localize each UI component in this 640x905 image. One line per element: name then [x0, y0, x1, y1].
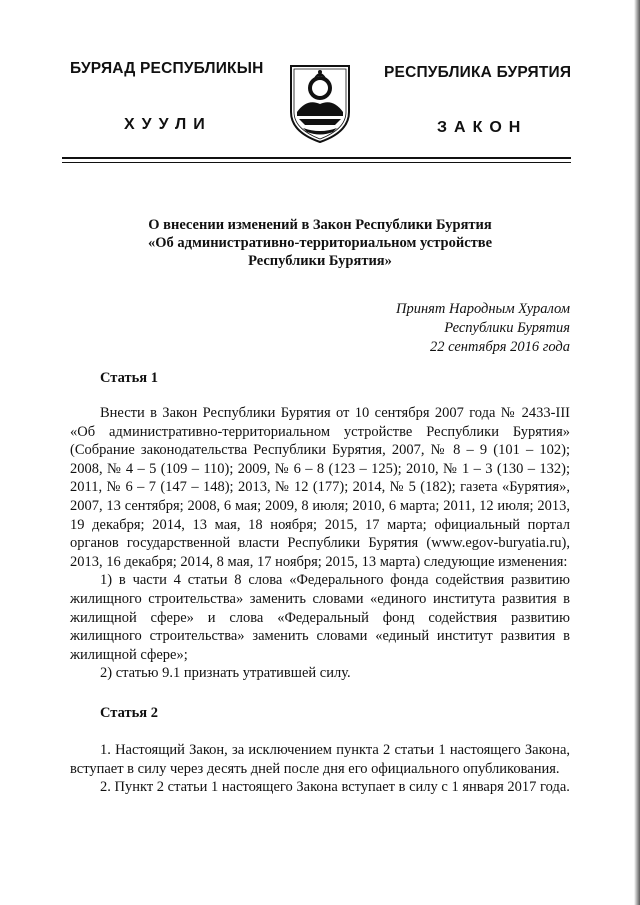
adopted-date: 22 сентября 2016 года — [429, 339, 570, 355]
adopted-line-2: Республики Бурятия — [444, 320, 570, 336]
adoption-note — [396, 300, 570, 357]
title-line-3: Республики Бурятия» — [248, 253, 392, 269]
article-2-item-1: 1. Настоящий Закон, за исключением пункта 2 статьи 1 настоящего Закона, вступает в силу через десять дней после дня его официального опубликования. — [70, 742, 570, 777]
header-right-top: РЕСПУБЛИКА БУРЯТИЯ — [384, 64, 572, 81]
adopted-line-1: Принят Народным Хуралом — [395, 301, 570, 317]
header-left-top: БУРЯАД РЕСПУБЛИКЫН — [70, 60, 264, 77]
article-1-item-2: 2) статью 9.1 признать утратившей силу. — [100, 665, 351, 682]
article-2-body — [70, 741, 570, 797]
header-left-bottom: ХУУЛИ — [124, 116, 212, 133]
header-right-bottom: ЗАКОН — [437, 119, 528, 136]
article-2-item-2: 2. Пункт 2 статьи 1 настоящего Закона вступает в силу с 1 января 2017 года. — [100, 779, 570, 796]
article-1-heading: Статья 1 — [100, 370, 158, 386]
header-divider-thick — [62, 157, 571, 159]
title-line-1: О внесении изменений в Закон Республики Бурятия — [148, 217, 492, 233]
coat-of-arms-icon — [285, 62, 355, 144]
article-1-intro: Внести в Закон Республики Бурятия от 10 сентября 2007 года № 2433-III «Об административно-территориальном устройстве Республики Бурятия» (Собрание законодательства Республики Бурятия, 2007, № 8 – 9 (101 – 102); 2008, № 4 – 5 (109 – 110); 2009, № 6 – 8 (123 – 125); 2010, № 1 – 3 (130 – 132); 2011, № 6 – 7 (147 – 148); 2013, № 12 (177); 2014, № 5 (182); газета «Бурятия», 2007, 13 сентября; 2008, 6 мая; 2009, 8 июля; 2010, 6 марта; 2011, 12 июля; 2013, 19 декабря; 2014, 13 мая, 18 ноября; 2015, 17 марта; официальный портал органов государственной власти Республики Бурятия (www.egov-buryatia.ru), 2013, 16 декабря; 2014, 8 мая, 17 ноября; 2015, 13 марта) следующие изменения: — [70, 405, 570, 570]
article-1-body — [70, 404, 570, 683]
article-1-item-1: 1) в части 4 статьи 8 слова «Федерального фонда содействия развитию жилищного строительства» заменить словами «единого института развития в жилищной сфере» и слова «Федеральный фонд содействия развитию жилищного строительства» заменить словами «единый институт развития в жилищной сфере»; — [70, 572, 570, 663]
article-2-heading: Статья 2 — [100, 705, 158, 721]
law-title — [70, 216, 570, 270]
header-divider-thin — [62, 162, 571, 163]
title-line-2: «Об административно-территориальном устройстве — [147, 235, 493, 251]
scan-edge — [634, 0, 640, 905]
